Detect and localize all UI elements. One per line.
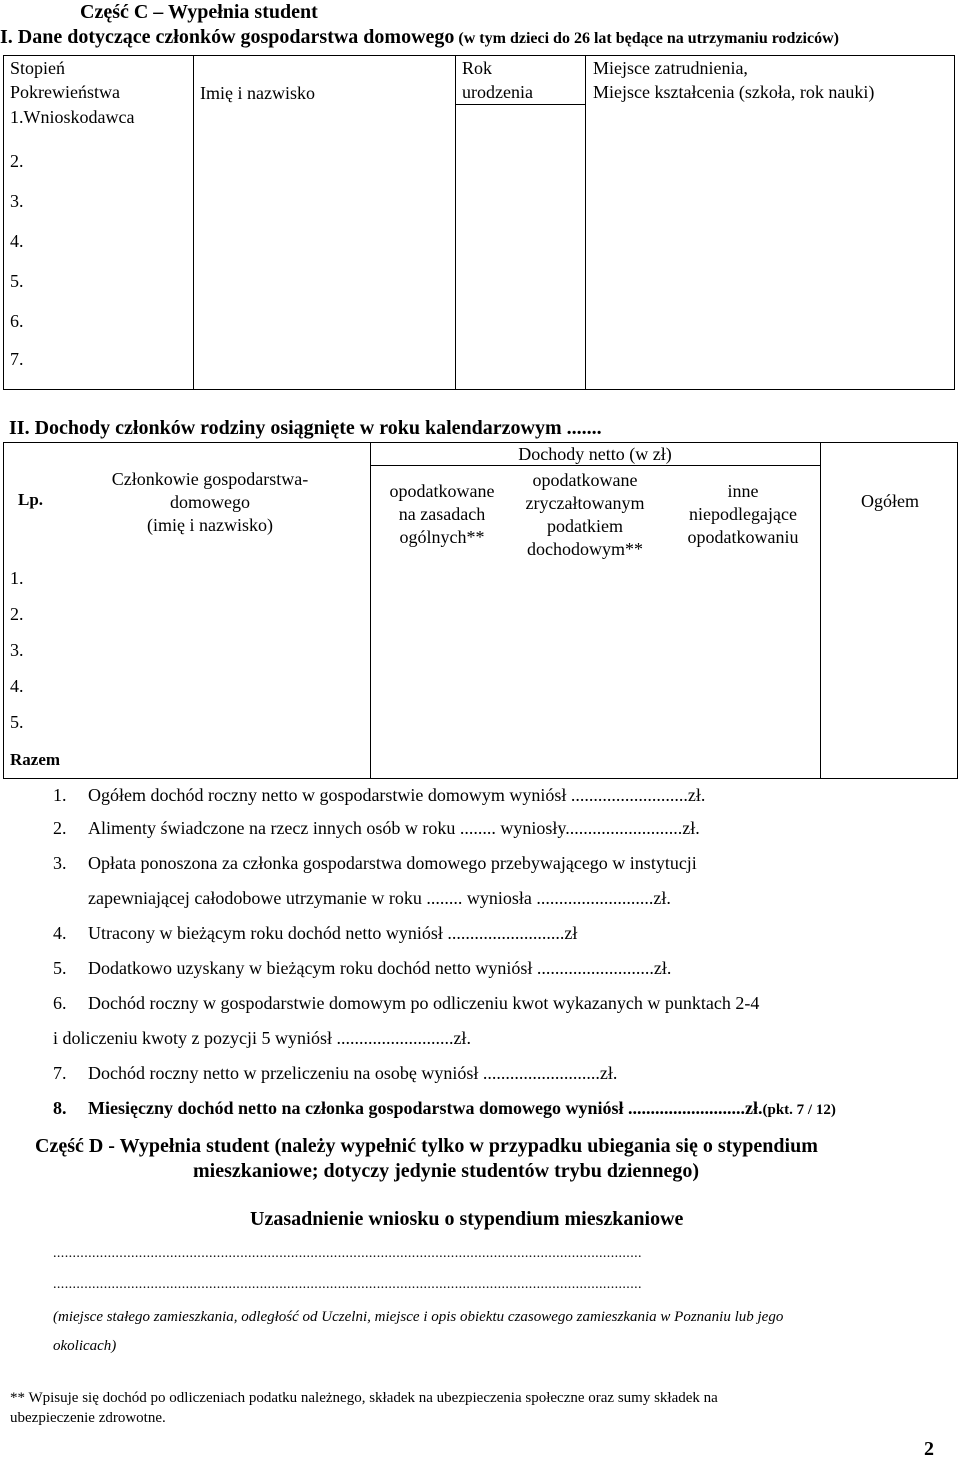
header-total: Ogółem (861, 491, 919, 511)
header-c2-2: zryczałtowanym (525, 493, 645, 513)
section1-note: (w tym dzieci do 26 lat będące na utrzymaniu rodziców) (458, 30, 839, 47)
table1-divider (455, 55, 456, 390)
header-members-2: domowego (170, 492, 250, 512)
header-name: Imię i nazwisko (200, 83, 315, 103)
header-relationship-2: Pokrewieństwa (10, 82, 120, 102)
item-number: 8. (53, 1098, 67, 1118)
table-row: 1. (10, 568, 24, 588)
header-c1-2: na zasadach (398, 504, 486, 524)
table-row: 3. (10, 191, 24, 211)
item-text: Utracony w bieżącym roku dochód netto wyniósł ..........................zł (88, 923, 578, 943)
table1-divider (193, 55, 194, 390)
section1-title: I. Dane dotyczące członków gospodarstwa domowego (0, 26, 455, 48)
item-number: 4. (53, 923, 67, 943)
list-item-continuation: i doliczeniu kwoty z pozycji 5 wyniósł ..........................zł. (53, 1028, 471, 1048)
header-workplace-1: Miejsce zatrudnienia, (593, 58, 748, 78)
list-item (53, 1098, 836, 1119)
part-d-line2: mieszkaniowe; dotyczy jedynie studentów trybu dziennego) (193, 1160, 700, 1182)
item-text: Dochód roczny w gospodarstwie domowym po odliczeniu kwot wykazanych w punktach 2-4 (88, 993, 760, 1013)
list-item (53, 818, 700, 839)
item-text: Dochód roczny netto w przeliczeniu na osobę wyniósł ..........................zł. (88, 1063, 618, 1083)
item-number: 3. (53, 853, 67, 873)
item-text: Ogółem dochód roczny netto w gospodarstwie domowym wyniósł ..........................zł. (88, 785, 706, 805)
list-item (53, 993, 759, 1014)
item-text: Alimenty świadczone na rzecz innych osób w roku ........ wyniosły..........................zł. (88, 818, 700, 838)
table-row: 5. (10, 712, 24, 732)
part-d-line1: Część D - Wypełnia student (należy wypełnić tylko w przypadku ubiegania się o stypendium (35, 1135, 818, 1157)
header-members-1: Członkowie gospodarstwa- (111, 469, 309, 489)
item-number: 6. (53, 993, 67, 1013)
header-members-3: (imię i nazwisko) (147, 515, 273, 535)
table-row: 2. (10, 604, 24, 624)
header-relationship-1: Stopień (10, 58, 66, 78)
list-item-continuation: zapewniającej całodobowe utrzymanie w roku ........ wyniosła ..........................zł. (88, 888, 671, 908)
justification-line-1[interactable]: ....................................................................................................................................................... (53, 1246, 642, 1261)
header-c3-2: niepodlegające (689, 504, 797, 524)
header-c2-3: podatkiem (547, 516, 623, 536)
table-row: 5. (10, 271, 24, 291)
page-number: 2 (924, 1438, 934, 1460)
item-number: 7. (53, 1063, 67, 1083)
item-text: Opłata ponoszona za członka gospodarstwa domowego przebywającego w instytucji (88, 853, 697, 873)
table-row: 4. (10, 231, 24, 251)
item-suffix: (pkt. 7 / 12) (762, 1102, 836, 1118)
table-row: 3. (10, 640, 24, 660)
section1-title-line (0, 26, 839, 49)
list-item (53, 853, 697, 874)
header-income: Dochody netto (w zł) (518, 444, 672, 464)
justification-note-2: okolicach) (53, 1338, 117, 1354)
header-c3-1: inne (727, 481, 759, 501)
part-c-heading: Część C – Wypełnia student (80, 1, 318, 23)
header-workplace-2: Miejsce kształcenia (szkoła, rok nauki) (593, 82, 875, 102)
item-number: 2. (53, 818, 67, 838)
table1-divider (585, 55, 586, 390)
header-c2-4: dochodowym** (527, 539, 643, 559)
header-birth-year-2: urodzenia (462, 82, 533, 102)
item-text: Miesięczny dochód netto na członka gospodarstwa domowego wyniósł ..........................zł. (88, 1098, 763, 1118)
part-d-title: Uzasadnienie wniosku o stypendium mieszkaniowe (250, 1208, 684, 1230)
row-razem: Razem (10, 750, 61, 769)
table1-divider (455, 104, 586, 105)
justification-note-1: (miejsce stałego zamieszkania, odległość od Uczelni, miejsce i opis obiektu czasowego zamieszkania w Poznaniu lub jego (53, 1309, 784, 1325)
item-number: 5. (53, 958, 67, 978)
table2-divider (370, 442, 371, 779)
table-row: 2. (10, 151, 24, 171)
header-birth-year-1: Rok (462, 58, 493, 78)
list-item (53, 958, 671, 979)
list-item (53, 923, 577, 944)
header-c1-3: ogólnych** (399, 527, 485, 547)
header-c1-1: opodatkowane (389, 481, 495, 501)
footnote-line-1: ** Wpisuje się dochód po odliczeniach podatku należnego, składek na ubezpieczenia społeczne oraz sumy składek na (10, 1390, 718, 1406)
list-item (53, 785, 705, 806)
header-c2-1: opodatkowane (532, 470, 638, 490)
header-lp: Lp. (18, 490, 44, 509)
table-row: 4. (10, 676, 24, 696)
section2-title: II. Dochody członków rodziny osiągnięte w roku kalendarzowym ....... (9, 417, 602, 439)
table-row: 6. (10, 311, 24, 331)
table-row: 7. (10, 349, 24, 369)
item-text: Dodatkowo uzyskany w bieżącym roku dochód netto wyniósł ..........................zł. (88, 958, 672, 978)
item-number: 1. (53, 785, 67, 805)
table1-border (3, 55, 955, 390)
footnote-line-2: ubezpieczenie zdrowotne. (10, 1410, 166, 1426)
table2-divider (820, 442, 821, 779)
justification-line-2[interactable]: ....................................................................................................................................................... (53, 1277, 642, 1292)
list-item (53, 1063, 617, 1084)
table-row: 1.Wnioskodawca (10, 107, 135, 127)
table2-divider (370, 465, 820, 466)
header-c3-3: opodatkowaniu (687, 527, 799, 547)
